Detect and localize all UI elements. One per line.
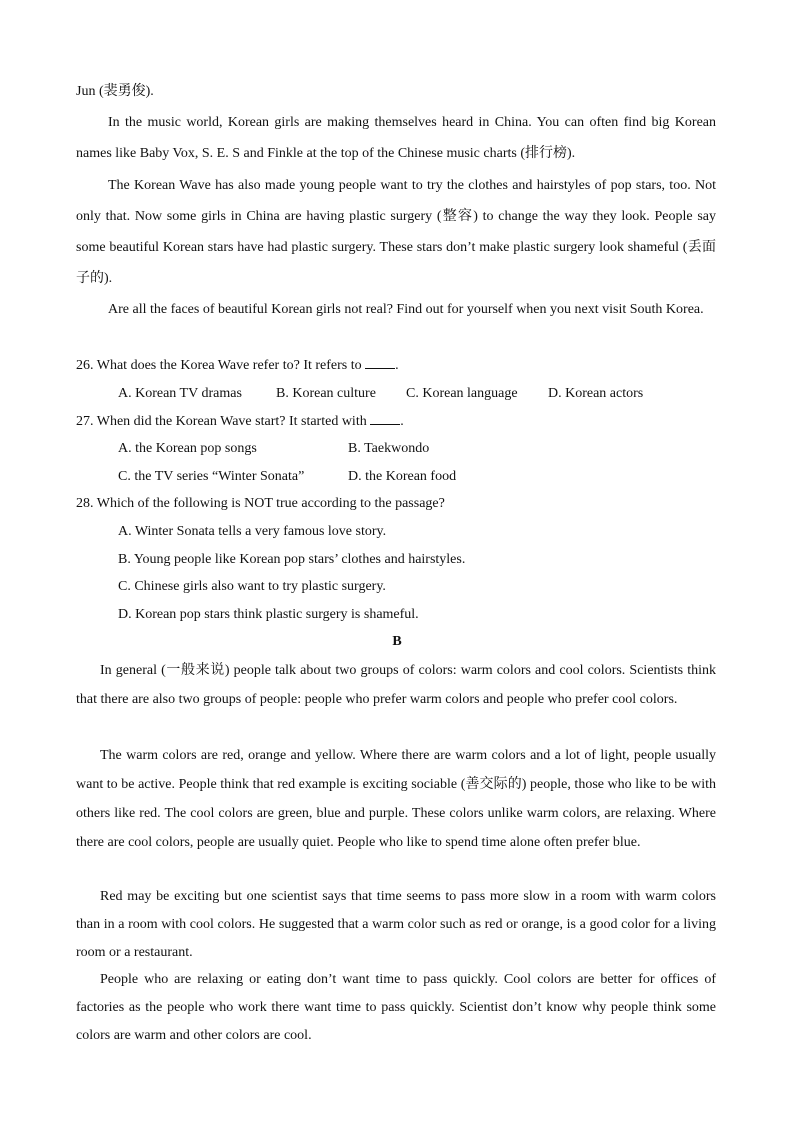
question-28-option-d: D. Korean pop stars think plastic surgery is shameful. <box>118 607 419 622</box>
question-27-option-b: B. Taekwondo <box>348 441 430 456</box>
answer-blank <box>365 356 395 369</box>
question-28-option-a: A. Winter Sonata tells a very famous love story. <box>118 524 387 539</box>
question-26-option-d: D. Korean actors <box>548 386 644 401</box>
question-26-option-c: C. Korean language <box>406 386 518 401</box>
passage-a-paragraph-2: The Korean Wave has also made young people want to try the clothes and hairstyles of pop stars, too. Not only that. Now some girls in China are having plastic surgery (整容) to change the way they look. People say some beautiful Korean stars have had plastic surgery. These stars don’t make plastic surgery look shameful (丢面子的). <box>76 178 716 286</box>
passage-b-paragraph-2: The warm colors are red, orange and yellow. Where there are warm colors and a lot of light, people usually want to be active. People think that red example is exciting sociable (善交际的) people, those who like to be with others like red. The cool colors are green, blue and purple. These colors unlike warm colors, are relaxing. Where there are cool colors, people are usually quiet. People who like to spend time alone often prefer blue. <box>76 748 716 850</box>
question-stem-end: . <box>395 358 399 373</box>
question-28 <box>76 494 445 514</box>
question-26-option-a: A. Korean TV dramas <box>118 386 242 401</box>
question-27 <box>76 412 404 432</box>
question-stem: 27. When did the Korean Wave start? It started with <box>76 414 367 429</box>
passage-a-paragraph-1: In the music world, Korean girls are making themselves heard in China. You can often find big Korean names like Baby Vox, S. E. S and Finkle at the top of the Chinese music charts (排行榜). <box>76 115 716 161</box>
question-26-option-b: B. Korean culture <box>276 386 376 401</box>
answer-blank <box>370 412 400 425</box>
passage-b-paragraph-3: Red may be exciting but one scientist says that time seems to pass more slow in a room with warm colors than in a room with cool colors. He suggested that a warm color such as red or orange, is a good color for a living room or a restaurant. <box>76 889 716 960</box>
question-27-option-c: C. the TV series “Winter Sonata” <box>118 469 305 484</box>
passage-a-paragraph-3: Are all the faces of beautiful Korean girls not real? Find out for yourself when you next visit South Korea. <box>108 302 704 317</box>
question-28-option-b: B. Young people like Korean pop stars’ clothes and hairstyles. <box>118 552 466 567</box>
question-stem: 28. Which of the following is NOT true according to the passage? <box>76 496 445 511</box>
question-stem: 26. What does the Korea Wave refer to? It refers to <box>76 358 362 373</box>
passage-b-paragraph-1: In general (一般来说) people talk about two groups of colors: warm colors and cool colors. Scientists think that there are also two groups of people: people who prefer warm colors and people who prefer cool colors. <box>76 663 716 707</box>
question-27-option-a: A. the Korean pop songs <box>118 441 257 456</box>
question-stem-end: . <box>400 414 404 429</box>
question-27-option-d: D. the Korean food <box>348 469 457 484</box>
passage-b-paragraph-4: People who are relaxing or eating don’t want time to pass quickly. Cool colors are better for offices of factories as the people who work there want time to pass quickly. Scientist don’t know why people think some colors are warm and other colors are cool. <box>76 972 716 1043</box>
section-b-heading: B <box>392 634 402 649</box>
question-28-option-c: C. Chinese girls also want to try plastic surgery. <box>118 579 386 594</box>
passage-a-fragment: Jun (裴勇俊). <box>76 84 154 99</box>
question-26 <box>76 356 399 376</box>
